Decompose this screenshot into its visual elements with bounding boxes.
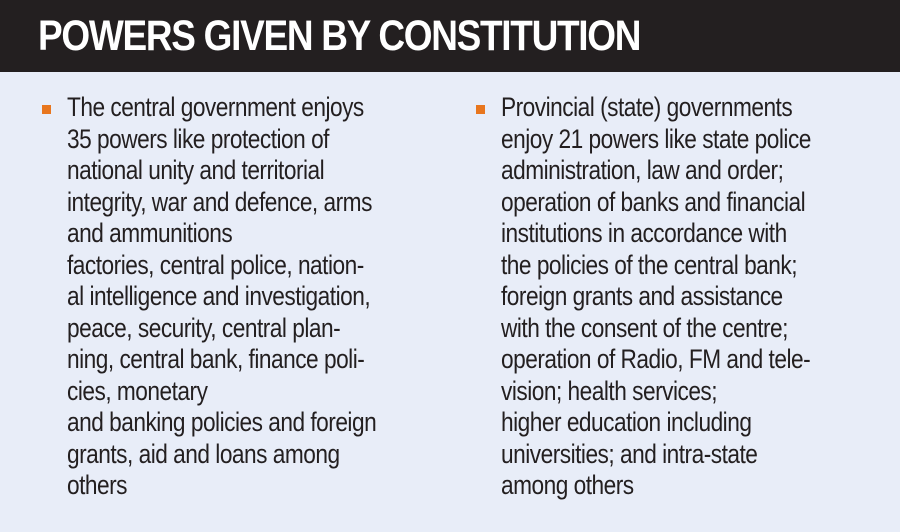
text-line: institutions in accordance with: [501, 218, 787, 248]
text-line: and ammunitions: [67, 218, 233, 248]
text-line: grants, aid and loans among: [67, 438, 340, 469]
content-columns: [0, 72, 900, 532]
central-government-text: [67, 92, 435, 502]
provincial-government-column: [476, 92, 886, 502]
text-line: factories, central police, nation-: [67, 249, 364, 280]
text-line: operation of banks and financial: [501, 186, 806, 217]
square-bullet-icon: [476, 105, 485, 114]
text-line: The central government enjoys: [67, 92, 364, 122]
text-line: al intelligence and investigation,: [67, 281, 371, 311]
text-line: administration, law and order;: [501, 155, 784, 185]
text-line: ning, central bank, finance poli-: [67, 344, 365, 374]
text-line: with the consent of the centre;: [501, 312, 788, 343]
text-line: enjoy 21 powers like state police: [501, 123, 811, 154]
text-line: universities; and intra-state: [501, 438, 758, 469]
central-government-column: [42, 92, 442, 502]
text-line: 35 powers like protection of: [67, 123, 329, 154]
text-line: peace, security, central plan-: [67, 312, 341, 343]
text-line: higher education including: [501, 407, 752, 437]
provincial-government-text: [501, 92, 870, 502]
text-line: foreign grants and assistance: [501, 281, 783, 311]
text-line: Provincial (state) governments: [501, 92, 793, 122]
page-title: POWERS GIVEN BY CONSTITUTION: [38, 11, 641, 60]
text-line: integrity, war and defence, arms: [67, 186, 372, 217]
text-line: among others: [501, 470, 634, 500]
text-line: national unity and territorial: [67, 155, 325, 185]
text-line: and banking policies and foreign: [67, 407, 377, 437]
header-bar: [0, 0, 900, 72]
text-line: operation of Radio, FM and tele-: [501, 344, 811, 374]
text-line: others: [67, 470, 128, 500]
text-line: the policies of the central bank;: [501, 249, 798, 280]
square-bullet-icon: [42, 105, 51, 114]
text-line: vision; health services;: [501, 375, 718, 406]
text-line: cies, monetary: [67, 375, 208, 406]
